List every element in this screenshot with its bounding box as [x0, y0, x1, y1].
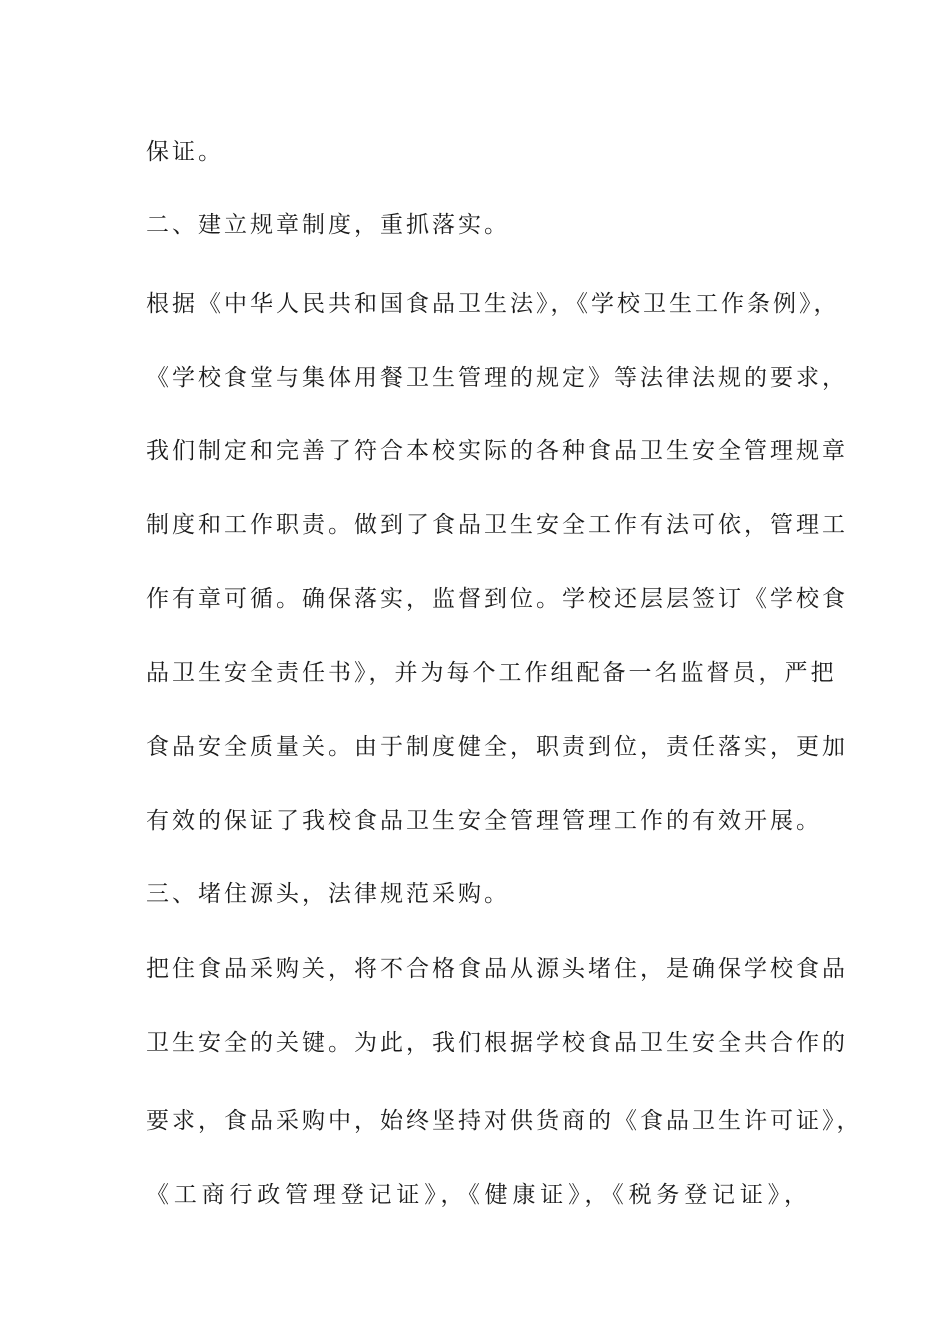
paragraph-line: 《工商行政管理登记证》，《健康证》，《税务登记证》，: [146, 1182, 810, 1208]
paragraph-line: 食品安全质量关。由于制度健全，职责到位，责任落实，更加: [146, 734, 848, 760]
section-heading: 三、堵住源头，法律规范采购。: [146, 881, 510, 907]
paragraph-line: 品卫生安全责任书》，并为每个工作组配备一名监督员，严把: [146, 660, 837, 686]
paragraph-line: 保证。: [146, 139, 224, 165]
paragraph-line: 制度和工作职责。做到了食品卫生安全工作有法可依，管理工: [146, 512, 848, 538]
paragraph-line: 根据《中华人民共和国食品卫生法》，《学校卫生工作条例》，: [146, 291, 840, 317]
paragraph-line: 我们制定和完善了符合本校实际的各种食品卫生安全管理规章: [146, 438, 848, 464]
paragraph-line: 《学校食堂与集体用餐卫生管理的规定》等法律法规的要求，: [146, 365, 848, 391]
paragraph-line: 有效的保证了我校食品卫生安全管理管理工作的有效开展。: [146, 808, 822, 834]
paragraph-line: 把住食品采购关，将不合格食品从源头堵住，是确保学校食品: [146, 956, 848, 982]
paragraph-line: 卫生安全的关键。为此，我们根据学校食品卫生安全共合作的: [146, 1030, 848, 1056]
paragraph-line: 要求，食品采购中，始终坚持对供货商的《食品卫生许可证》，: [146, 1108, 863, 1134]
section-heading: 二、建立规章制度，重抓落实。: [146, 212, 510, 238]
paragraph-line: 作有章可循。确保落实，监督到位。学校还层层签订《学校食: [146, 586, 848, 612]
